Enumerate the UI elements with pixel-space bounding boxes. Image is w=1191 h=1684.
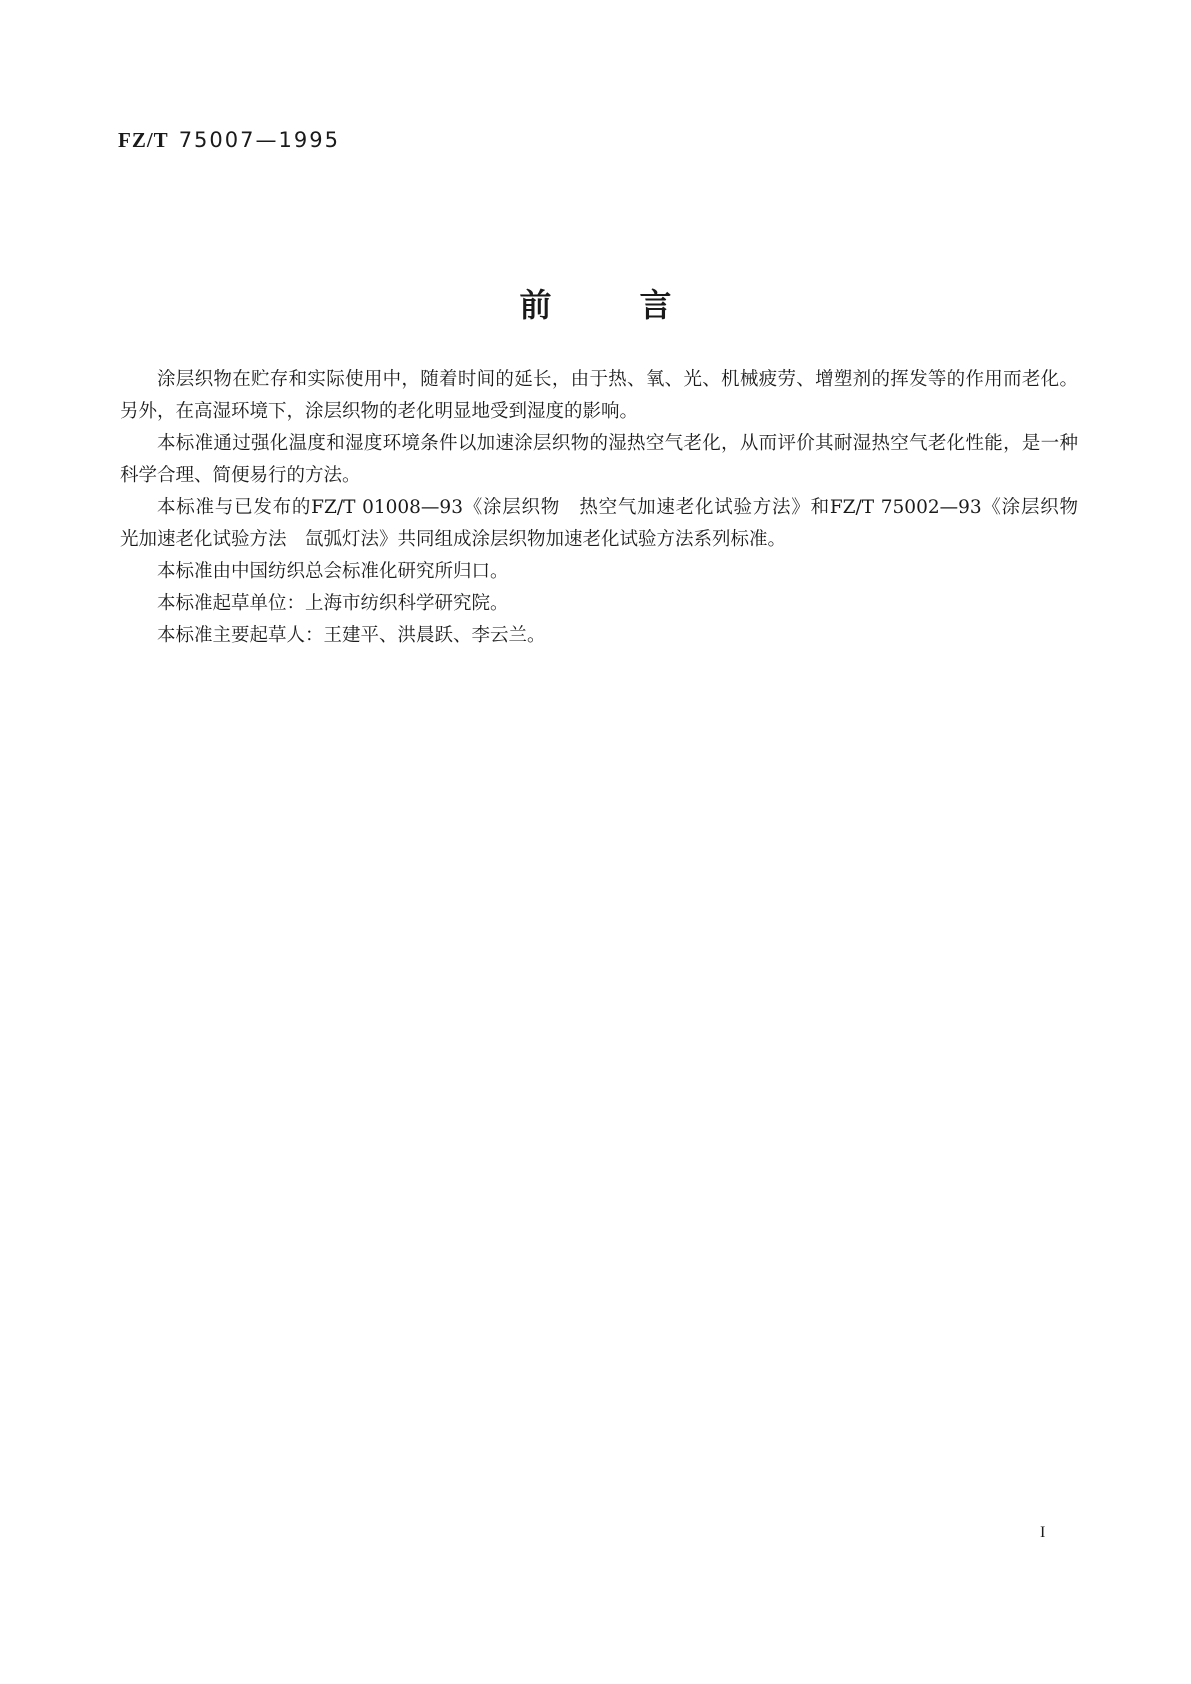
paragraph-4: 本标准由中国纺织总会标准化研究所归口。: [157, 561, 509, 582]
title-char-1: 前: [519, 286, 552, 324]
paragraph-1: 涂层织物在贮存和实际使用中，随着时间的延长，由于热、氧、光、机械疲劳、增塑剂的挥发等的作用而老化。另外，在高湿环境下，涂层织物的老化明显地受到湿度的影响。: [120, 369, 1078, 422]
standard-number: 75007—1995: [178, 128, 340, 152]
title-char-2: 言: [639, 286, 672, 324]
foreword-body: [120, 364, 1097, 652]
paragraph-3: 本标准与已发布的FZ/T 01008—93《涂层织物 热空气加速老化试验方法》和FZ/T 75002—93《涂层织物 光加速老化试验方法 氙弧灯法》共同组成涂层织物加速老化试验方法系列标准。: [120, 497, 1097, 550]
standard-prefix: FZ/T: [118, 128, 169, 152]
standard-code: [118, 128, 340, 153]
paragraph-6: 本标准主要起草人：王建平、洪晨跃、李云兰。: [157, 625, 546, 646]
paragraph-5: 本标准起草单位：上海市纺织科学研究院。: [157, 593, 509, 614]
page-number: I: [1040, 1524, 1046, 1541]
paragraph-2: 本标准通过强化温度和湿度环境条件以加速涂层织物的湿热空气老化，从而评价其耐湿热空气老化性能，是一种科学合理、简便易行的方法。: [120, 433, 1078, 486]
page-title: [0, 280, 1191, 326]
